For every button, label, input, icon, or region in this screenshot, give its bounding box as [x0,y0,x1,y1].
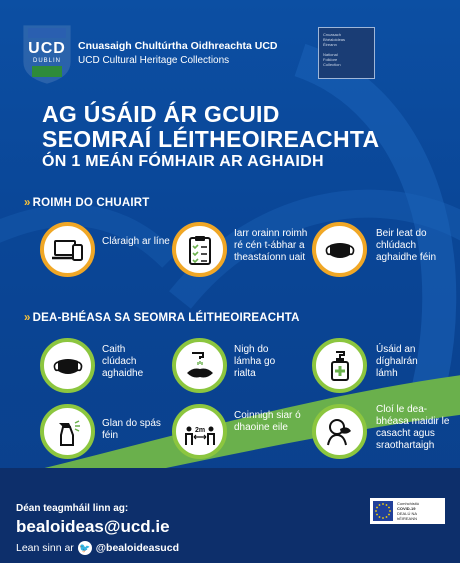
eu-line: hÉIREANN [397,516,418,521]
follow-label: Lean sinn ar [16,541,74,554]
item-clean-space [40,404,180,462]
title-line-3: ÓN 1 MEÁN FÓMHAIR AR AGHAIDH [42,153,324,170]
crest-dublin-text: DUBLIN [32,58,61,64]
nfc-line: Folklore [323,57,338,62]
clipboard-checklist-icon [172,222,227,277]
item-cough-etiquette [312,404,452,462]
item-use-sanitiser [312,338,452,396]
sanitiser-bottle-icon [312,338,367,393]
item-request-material [172,222,312,280]
chevron-right-icon: » [24,197,31,209]
nfc-line: Collection [323,62,341,67]
title-line-1: AG ÚSÁID ÁR GCUID [42,101,280,127]
item-label: Iarr orainn roimh ré cén t-ábhar a theastaíonn uait [234,228,308,263]
item-label: Nigh do lámha go rialta [234,344,276,379]
item-label: Glan do spás féin [102,418,161,441]
twitter-handle[interactable]: @bealoideasucd [95,541,179,554]
eu-line: Comhchistiú [397,501,420,506]
crest-ucd-text: UCD [28,40,66,57]
social-distance-icon [172,404,227,459]
section-heading-text: DEA-BHÉASA SA SEOMRA LÉITHEOIREACHTA [32,312,300,324]
face-mask-icon [312,222,367,277]
item-keep-distance [172,404,312,462]
item-label: Beir leat do chlúdach aghaidhe féin [376,228,437,263]
eu-flag-icon [373,501,393,521]
chevron-right-icon: » [24,312,31,324]
contact-label: Déan teagmháil linn ag: [16,503,129,514]
eu-line: DEALÚ NA [397,511,418,516]
section-heading-before-visit [24,197,150,209]
title-line-2: SEOMRAÍ LÉITHEOIREACHTA [42,126,380,152]
org-name-english: UCD Cultural Heritage Collections [78,55,230,66]
cough-etiquette-icon [312,404,367,459]
ucd-crest-logo [18,22,76,84]
cleaning-spray-icon [40,404,95,459]
org-name-irish: Cnuasaigh Chultúrtha Oidhreachta UCD [78,40,278,52]
nfc-line: National [323,52,338,57]
twitter-icon[interactable]: 🐦 [79,543,91,553]
item-bring-mask [312,222,452,280]
section-heading-reading-room [24,312,300,324]
eu-line: COVID-19 [397,506,416,511]
item-wash-hands [172,338,312,396]
laptop-phone-icon [40,222,95,277]
item-wear-mask [40,338,180,396]
follow-line [16,541,179,555]
item-label: Cloí le dea-bhéasa maidir le casacht agus sraothartaigh [376,404,450,451]
section-heading-text: ROIMH DO CHUAIRT [32,197,150,209]
nfc-line: Cnuasach [323,32,342,37]
eu-covid-funding-logo [370,498,445,524]
hand-washing-icon [172,338,227,393]
item-label: Coinnigh siar ó dhaoine eile [234,410,301,433]
nfc-line: Éireann [323,42,337,47]
item-label: Cláraigh ar líne [102,236,170,247]
distance-text: 2m [194,426,205,434]
nfc-line: Bhéaloideas [323,37,346,42]
face-mask-icon [40,338,95,393]
nfc-logo [318,27,375,79]
item-register-online [40,222,180,280]
contact-email[interactable]: bealoideas@ucd.ie [16,517,170,536]
item-label: Úsáid an díghalrán lámh [376,344,418,379]
item-label: Caith clúdach aghaidhe [102,344,144,379]
